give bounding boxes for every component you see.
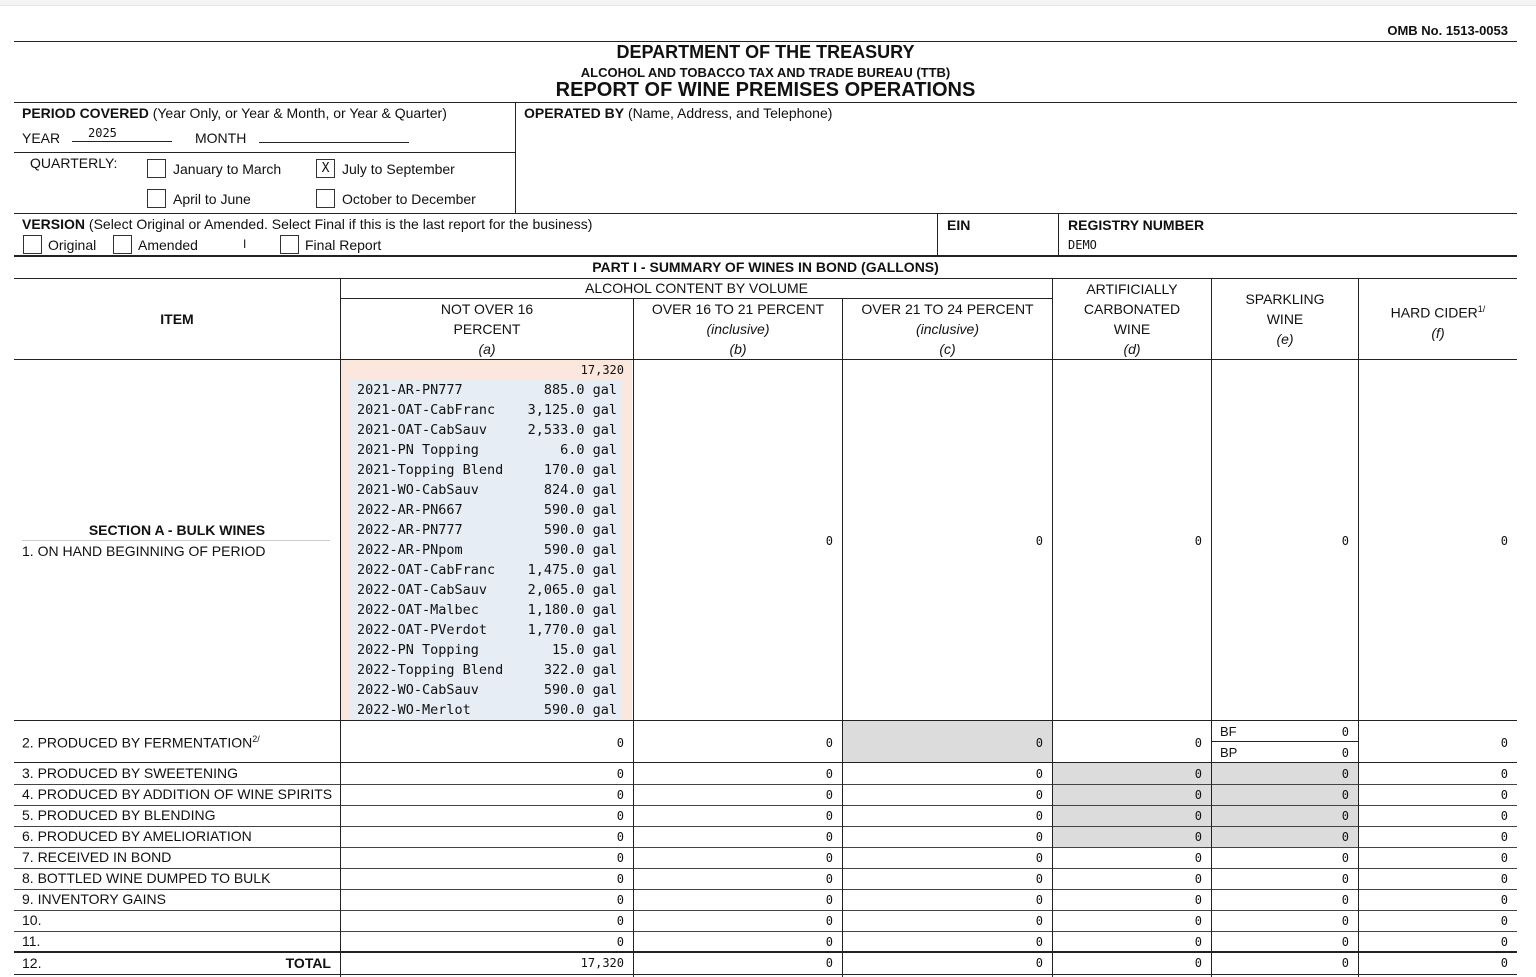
row-value-col-b[interactable]: 0 xyxy=(825,893,833,907)
row2-bf-value[interactable]: 0 xyxy=(1341,725,1349,739)
omb-number: OMB No. 1513-0053 xyxy=(1387,23,1508,38)
wine-lot-volume: 6.0 gal xyxy=(560,442,617,458)
part1-top-rule xyxy=(14,255,1517,257)
wine-list-item[interactable] xyxy=(357,640,617,660)
row-label: 6. PRODUCED BY AMELIORIATION xyxy=(22,828,252,844)
row-value-col-d: 0 xyxy=(1194,830,1202,844)
ein-label: EIN xyxy=(947,217,971,233)
row2-label-text: 2. PRODUCED BY FERMENTATION xyxy=(22,734,253,751)
col-divider-item xyxy=(340,278,341,977)
wine-lot-volume: 1,180.0 gal xyxy=(527,602,617,618)
row-value-col-a[interactable]: 0 xyxy=(616,914,624,928)
col-divider-b xyxy=(842,298,843,977)
wine-lot-name: 2022-PN Topping xyxy=(357,642,479,658)
section-a-title-rule xyxy=(22,540,330,541)
row-value-col-b[interactable]: 0 xyxy=(825,830,833,844)
wine-lot-name: 2021-WO-CabSauv xyxy=(357,482,479,498)
amended-label: Amended xyxy=(138,237,198,253)
row-rule xyxy=(14,805,1517,806)
row-value-col-f[interactable]: 0 xyxy=(1500,788,1508,802)
col-a-line1: NOT OVER 16 xyxy=(440,301,534,317)
header-bottom-rule xyxy=(14,102,1517,103)
wine-lot-name: 2022-WO-CabSauv xyxy=(357,682,479,698)
row-value-col-b[interactable]: 0 xyxy=(825,914,833,928)
col-divider-c xyxy=(1052,278,1053,977)
row1-label: 1. ON HAND BEGINNING OF PERIOD xyxy=(22,543,266,559)
col-divider-e xyxy=(1358,278,1359,977)
row-value-col-f[interactable]: 0 xyxy=(1500,851,1508,865)
row2-col-d[interactable]: 0 xyxy=(1194,736,1202,750)
col-a-header xyxy=(341,299,633,359)
wine-lot-name: 2022-OAT-PVerdot xyxy=(357,622,488,638)
row1-col-b[interactable]: 0 xyxy=(825,534,833,548)
operated-by-divider xyxy=(515,102,516,213)
wine-lot-name: 2021-OAT-CabFranc xyxy=(357,402,496,418)
q3-checkbox[interactable]: X xyxy=(316,159,335,178)
ein-divider xyxy=(937,213,938,255)
row-value-col-d[interactable]: 0 xyxy=(1194,893,1202,907)
wine-list-item[interactable] xyxy=(357,560,617,580)
wine-lot-volume: 2,533.0 gal xyxy=(527,422,617,438)
row-value-col-a[interactable]: 0 xyxy=(616,851,624,865)
wine-list-item[interactable] xyxy=(357,440,617,460)
row-value-col-f[interactable]: 0 xyxy=(1500,830,1508,844)
row-rule xyxy=(14,826,1517,827)
section-a-title: SECTION A - BULK WINES xyxy=(88,522,266,538)
year-field[interactable]: 2025 xyxy=(72,126,172,142)
row2-bf-label: BF xyxy=(1220,724,1237,739)
wine-list-item[interactable] xyxy=(357,500,617,520)
row-rule xyxy=(14,889,1517,890)
version-bold: VERSION xyxy=(22,216,86,232)
total-col-f: 0 xyxy=(1500,956,1508,970)
row-value-col-a[interactable]: 0 xyxy=(616,893,624,907)
row-value-col-e: 0 xyxy=(1341,788,1349,802)
col-b-header xyxy=(634,299,842,359)
row-rule xyxy=(14,847,1517,848)
wine-lot-volume: 15.0 gal xyxy=(551,642,617,658)
q1-checkbox[interactable] xyxy=(147,159,166,178)
row-value-col-e[interactable]: 0 xyxy=(1341,893,1349,907)
row-value-col-e[interactable]: 0 xyxy=(1341,851,1349,865)
row-value-col-f[interactable]: 0 xyxy=(1500,914,1508,928)
row-label: 3. PRODUCED BY SWEETENING xyxy=(22,765,239,781)
row2-col-f[interactable]: 0 xyxy=(1500,736,1508,750)
row-value-col-d[interactable]: 0 xyxy=(1194,935,1202,949)
row-value-col-f[interactable]: 0 xyxy=(1500,767,1508,781)
row-value-col-b[interactable]: 0 xyxy=(825,767,833,781)
wine-lot-name: 2022-WO-Merlot xyxy=(357,702,471,718)
wine-lot-name: 2022-AR-PNpom xyxy=(357,542,463,558)
total-col-b: 0 xyxy=(825,956,833,970)
top-strip xyxy=(0,0,1536,6)
col-c-header xyxy=(843,299,1052,359)
row-label: 4. PRODUCED BY ADDITION OF WINE SPIRITS xyxy=(22,786,333,802)
col-c-letter: (c) xyxy=(939,341,956,357)
wine-list-item[interactable] xyxy=(357,600,617,620)
q4-checkbox[interactable] xyxy=(316,189,335,208)
row-value-col-c[interactable]: 0 xyxy=(1035,767,1043,781)
col-d-line1: ARTIFICIALLY xyxy=(1086,281,1178,297)
row-value-col-c[interactable]: 0 xyxy=(1035,872,1043,886)
month-label: MONTH xyxy=(195,130,247,146)
row-value-col-e: 0 xyxy=(1341,809,1349,823)
row-label: 5. PRODUCED BY BLENDING xyxy=(22,807,216,823)
row-value-col-d[interactable]: 0 xyxy=(1194,851,1202,865)
wine-lot-name: 2021-Topping Blend xyxy=(357,462,504,478)
row-value-col-f[interactable]: 0 xyxy=(1500,893,1508,907)
row-value-col-c[interactable]: 0 xyxy=(1035,788,1043,802)
col-b-letter: (b) xyxy=(729,341,747,357)
period-divider xyxy=(14,152,515,153)
col-d-line2: CARBONATED xyxy=(1083,301,1181,317)
row-value-col-d: 0 xyxy=(1194,767,1202,781)
month-field[interactable] xyxy=(259,126,409,143)
wine-lot-name: 2021-AR-PN777 xyxy=(357,382,463,398)
row-value-col-f[interactable]: 0 xyxy=(1500,935,1508,949)
row-value-col-c[interactable]: 0 xyxy=(1035,809,1043,823)
row2-bottom-rule xyxy=(14,762,1517,763)
wine-list-item[interactable] xyxy=(357,620,617,640)
col-f-text: HARD CIDER xyxy=(1390,304,1478,321)
row2-col-c: 0 xyxy=(1035,736,1043,750)
wine-lot-name: 2022-AR-PN667 xyxy=(357,502,463,518)
row2-label xyxy=(22,734,260,751)
wine-list-item[interactable] xyxy=(357,540,617,560)
row-rule xyxy=(14,910,1517,911)
period-covered-bold: PERIOD COVERED xyxy=(22,105,149,121)
year-label: YEAR xyxy=(22,130,61,146)
version-rest: (Select Original or Amended. Select Final if this is the last report for the business) xyxy=(88,216,593,232)
row-value-col-d[interactable]: 0 xyxy=(1194,872,1202,886)
version-separator: I xyxy=(243,237,247,251)
version-top-rule xyxy=(14,213,1517,214)
row-value-col-e[interactable]: 0 xyxy=(1341,935,1349,949)
wine-list-item[interactable] xyxy=(357,680,617,700)
row-value-col-b[interactable]: 0 xyxy=(825,872,833,886)
wine-list-item[interactable] xyxy=(357,480,617,500)
row-value-col-e: 0 xyxy=(1341,830,1349,844)
row2-bf-bp-divider xyxy=(1212,741,1358,742)
wine-list-item[interactable] xyxy=(357,420,617,440)
row2-footnote: 2/ xyxy=(252,734,260,744)
row-value-col-a[interactable]: 0 xyxy=(616,872,624,886)
row1-col-d[interactable]: 0 xyxy=(1194,534,1202,548)
wine-lot-volume: 885.0 gal xyxy=(543,382,617,398)
row-value-col-a[interactable]: 0 xyxy=(616,809,624,823)
wine-lot-volume: 170.0 gal xyxy=(543,462,617,478)
col-divider-a xyxy=(633,298,634,977)
final-report-checkbox[interactable] xyxy=(280,235,299,254)
wine-list-panel xyxy=(349,380,621,720)
final-report-label: Final Report xyxy=(305,237,382,253)
col-e-line1: SPARKLING xyxy=(1245,291,1325,307)
row-label: 8. BOTTLED WINE DUMPED TO BULK xyxy=(22,870,271,886)
row-value-col-e[interactable]: 0 xyxy=(1341,914,1349,928)
row1-col-f[interactable]: 0 xyxy=(1500,534,1508,548)
col-e-header xyxy=(1212,289,1358,349)
row-value-col-a[interactable]: 0 xyxy=(616,767,624,781)
total-label: TOTAL xyxy=(285,955,331,971)
wine-list-item[interactable] xyxy=(357,660,617,680)
row-value-col-d: 0 xyxy=(1194,788,1202,802)
registry-number-label: REGISTRY NUMBER xyxy=(1068,217,1205,233)
part1-title: PART I - SUMMARY OF WINES IN BOND (GALLONS) xyxy=(592,259,939,275)
row-value-col-d: 0 xyxy=(1194,809,1202,823)
wine-lot-volume: 1,475.0 gal xyxy=(527,562,617,578)
wine-lot-name: 2022-OAT-CabSauv xyxy=(357,582,488,598)
wine-lot-volume: 1,770.0 gal xyxy=(527,622,617,638)
col-d-line3: WINE xyxy=(1113,321,1151,337)
row2-col-b[interactable]: 0 xyxy=(825,736,833,750)
original-label: Original xyxy=(48,237,97,253)
row2-bp-value[interactable]: 0 xyxy=(1341,746,1349,760)
operated-by-label xyxy=(524,105,832,121)
report-title: REPORT OF WINE PREMISES OPERATIONS xyxy=(555,79,976,101)
q2-label: April to June xyxy=(173,191,251,207)
row2-bp-label: BP xyxy=(1220,745,1238,760)
col-f-letter: (f) xyxy=(1431,324,1445,341)
operated-by-bold: OPERATED BY xyxy=(524,105,625,121)
total-col-a: 17,320 xyxy=(580,956,624,970)
row-value-col-a[interactable]: 0 xyxy=(616,788,624,802)
q2-checkbox[interactable] xyxy=(147,189,166,208)
row-rule xyxy=(14,931,1517,932)
department-title: DEPARTMENT OF THE TREASURY xyxy=(616,42,915,62)
q1-label: January to March xyxy=(173,161,282,177)
col-b-line2: (inclusive) xyxy=(706,321,770,337)
column-header-bottom-rule xyxy=(14,359,1517,360)
wine-lot-volume: 3,125.0 gal xyxy=(527,402,617,418)
wine-list-item[interactable] xyxy=(357,400,617,420)
bureau-title: ALCOHOL AND TOBACCO TAX AND TRADE BUREAU (TTB) xyxy=(580,65,951,80)
original-checkbox[interactable] xyxy=(23,235,42,254)
total-col-e: 0 xyxy=(1341,956,1349,970)
wine-lot-volume: 590.0 gal xyxy=(543,702,617,718)
col-e-letter: (e) xyxy=(1276,331,1294,347)
row-value-col-d[interactable]: 0 xyxy=(1194,914,1202,928)
registry-number-value[interactable]: DEMO xyxy=(1068,238,1097,252)
wine-lot-volume: 824.0 gal xyxy=(543,482,617,498)
total-col-c: 0 xyxy=(1035,956,1043,970)
row-value-col-e: 0 xyxy=(1341,767,1349,781)
row-label: 7. RECEIVED IN BOND xyxy=(22,849,172,865)
row-rule xyxy=(14,868,1517,869)
row-value-col-b[interactable]: 0 xyxy=(825,935,833,949)
row-value-col-b[interactable]: 0 xyxy=(825,809,833,823)
period-covered-label xyxy=(22,105,447,121)
alcohol-content-group: ALCOHOL CONTENT BY VOLUME xyxy=(584,280,808,296)
wine-lot-volume: 590.0 gal xyxy=(543,682,617,698)
row-value-col-b[interactable]: 0 xyxy=(825,851,833,865)
col-d-header xyxy=(1053,279,1211,359)
q4-label: October to December xyxy=(342,191,476,207)
wine-list-item[interactable] xyxy=(357,460,617,480)
row-value-col-f[interactable]: 0 xyxy=(1500,809,1508,823)
row-value-col-c[interactable]: 0 xyxy=(1035,935,1043,949)
on-hand-total-a: 17,320 xyxy=(580,363,624,377)
col-c-line1: OVER 21 TO 24 PERCENT xyxy=(861,301,1034,317)
col-a-line2: PERCENT xyxy=(453,321,521,337)
operated-by-rest: (Name, Address, and Telephone) xyxy=(627,105,833,121)
wine-list-item[interactable] xyxy=(357,580,617,600)
col-b-line1: OVER 16 TO 21 PERCENT xyxy=(651,301,825,317)
q3-label: July to September xyxy=(342,161,455,177)
wine-lot-name: 2021-PN Topping xyxy=(357,442,479,458)
wine-lot-volume: 2,065.0 gal xyxy=(527,582,617,598)
row-label: 11. xyxy=(22,933,41,949)
row-value-col-b[interactable]: 0 xyxy=(825,788,833,802)
row-label: 9. INVENTORY GAINS xyxy=(22,891,166,907)
wine-lot-volume: 322.0 gal xyxy=(543,662,617,678)
part1-title-rule xyxy=(14,278,1517,279)
row-value-col-c[interactable]: 0 xyxy=(1035,893,1043,907)
row-value-col-c[interactable]: 0 xyxy=(1035,851,1043,865)
wine-lot-name: 2022-AR-PN777 xyxy=(357,522,463,538)
row-rule xyxy=(14,784,1517,785)
row2-col-a[interactable]: 0 xyxy=(616,736,624,750)
row1-col-e[interactable]: 0 xyxy=(1341,534,1349,548)
amended-checkbox[interactable] xyxy=(113,235,132,254)
col-f-footnote: 1/ xyxy=(1477,304,1486,314)
wine-list-item[interactable] xyxy=(357,520,617,540)
col-f-header xyxy=(1359,299,1517,343)
row-value-col-a[interactable]: 0 xyxy=(616,935,624,949)
col-c-line2: (inclusive) xyxy=(915,321,979,337)
wine-lot-name: 2022-Topping Blend xyxy=(357,662,504,678)
wine-lot-name: 2022-OAT-Malbec xyxy=(357,602,479,618)
row-label: 10. xyxy=(22,912,42,928)
wine-list-item[interactable] xyxy=(357,700,617,720)
col-a-letter: (a) xyxy=(478,341,496,357)
col-d-letter: (d) xyxy=(1123,341,1141,357)
col-e-line2: WINE xyxy=(1266,311,1304,327)
on-hand-wine-list[interactable] xyxy=(341,360,632,720)
col-f-line1 xyxy=(1359,299,1517,323)
total-bottom-rule xyxy=(14,974,1517,975)
row-value-col-f[interactable]: 0 xyxy=(1500,872,1508,886)
total-row-number: 12. xyxy=(22,955,42,971)
registry-divider xyxy=(1058,213,1059,255)
row-value-col-e[interactable]: 0 xyxy=(1341,872,1349,886)
wine-lot-name: 2021-OAT-CabSauv xyxy=(357,422,488,438)
total-col-d: 0 xyxy=(1194,956,1202,970)
total-top-rule xyxy=(14,951,1517,953)
quarterly-label: QUARTERLY: xyxy=(30,155,118,171)
wine-lot-volume: 590.0 gal xyxy=(543,502,617,518)
row1-col-c[interactable]: 0 xyxy=(1035,534,1043,548)
row1-bottom-rule xyxy=(14,720,1517,721)
wine-lot-volume: 590.0 gal xyxy=(543,542,617,558)
col-divider-d xyxy=(1211,278,1212,977)
wine-lot-volume: 590.0 gal xyxy=(543,522,617,538)
wine-list-item[interactable] xyxy=(357,380,617,400)
row-value-col-c[interactable]: 0 xyxy=(1035,830,1043,844)
version-label xyxy=(22,216,592,232)
period-covered-rest: (Year Only, or Year & Month, or Year & Quarter) xyxy=(152,105,447,121)
item-header: ITEM xyxy=(160,311,194,327)
row-value-col-c[interactable]: 0 xyxy=(1035,914,1043,928)
wine-lot-name: 2022-OAT-CabFranc xyxy=(357,562,496,578)
row-value-col-a[interactable]: 0 xyxy=(616,830,624,844)
